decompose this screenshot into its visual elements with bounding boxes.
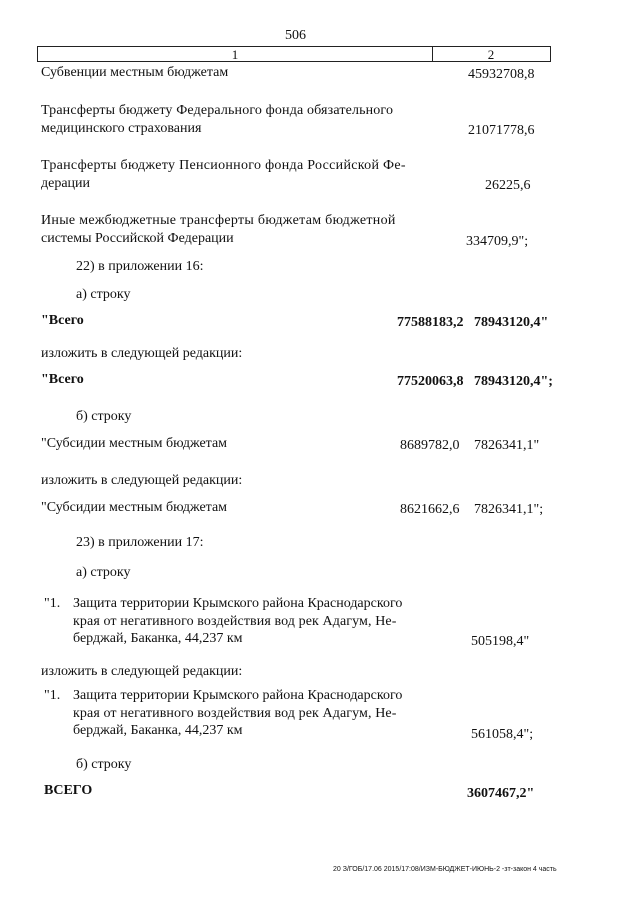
subs-new-v2: 7826341,1"; xyxy=(474,502,544,517)
total-new-label: "Всего xyxy=(41,372,84,387)
subs-old-label: "Субсидии местным бюджетам xyxy=(41,436,228,451)
row-value: 21071778,6 xyxy=(468,123,535,138)
proj-new-line: Защита территории Крымского района Краснодарского xyxy=(73,688,403,703)
subs-old-v2: 7826341,1" xyxy=(474,438,540,453)
row-label: дерации xyxy=(41,176,91,191)
proj-new-value: 561058,4"; xyxy=(471,727,534,742)
row-label: Субвенции местным бюджетам xyxy=(41,65,229,80)
restate-3: изложить в следующей редакции: xyxy=(41,664,243,679)
row-value: 45932708,8 xyxy=(468,67,535,82)
sub-b: б) строку xyxy=(76,757,132,772)
grand-total-label: ВСЕГО xyxy=(44,783,93,798)
subs-new-v1: 8621662,6 xyxy=(400,502,460,517)
page-number: 506 xyxy=(285,28,306,43)
table-header xyxy=(37,46,551,62)
total-new-v1: 77520063,8 xyxy=(397,374,464,389)
sub-a: а) строку xyxy=(76,565,131,580)
proj-old-line: Защита территории Крымского района Краснодарского xyxy=(73,596,403,611)
grand-total-value: 3607467,2" xyxy=(467,786,535,801)
total-old-v2: 78943120,4" xyxy=(474,315,549,330)
proj-new-num: "1. xyxy=(44,688,61,703)
row-label: Трансферты бюджету Пенсионного фонда Российской Фе- xyxy=(41,158,406,173)
proj-old-num: "1. xyxy=(44,596,61,611)
total-old-label: "Всего xyxy=(41,313,84,328)
item-23: 23) в приложении 17: xyxy=(76,535,204,550)
row-label: медицинского страхования xyxy=(41,121,202,136)
restate-1: изложить в следующей редакции: xyxy=(41,346,243,361)
total-new-v2: 78943120,4"; xyxy=(474,374,553,389)
table-header-col1: 1 xyxy=(38,47,433,61)
row-label: системы Российской Федерации xyxy=(41,231,234,246)
total-old-v1: 77588183,2 xyxy=(397,315,464,330)
row-label: Трансферты бюджету Федерального фонда обязательного xyxy=(41,103,394,118)
proj-new-line: края от негативного воздействия вод рек Адагум, Не- xyxy=(73,706,397,721)
proj-old-value: 505198,4" xyxy=(471,634,530,649)
row-label: Иные межбюджетные трансферты бюджетам бюджетной xyxy=(41,213,396,228)
item-22: 22) в приложении 16: xyxy=(76,259,204,274)
row-value: 26225,6 xyxy=(485,178,531,193)
table-header-col2: 2 xyxy=(487,47,495,62)
row-value: 334709,9"; xyxy=(466,234,529,249)
proj-new-line: берджай, Баканка, 44,237 км xyxy=(73,723,243,738)
sub-b: б) строку xyxy=(76,409,132,424)
proj-old-line: края от негативного воздействия вод рек Адагум, Не- xyxy=(73,614,397,629)
restate-2: изложить в следующей редакции: xyxy=(41,473,243,488)
subs-old-v1: 8689782,0 xyxy=(400,438,460,453)
subs-new-label: "Субсидии местным бюджетам xyxy=(41,500,228,515)
sub-a: а) строку xyxy=(76,287,131,302)
footer-code: 20 З/ГОБ/17.06 2015/17:08/ИЗМ-БЮДЖЕТ-ИЮНЬ-2 -зт-закон 4 часть xyxy=(333,866,557,873)
proj-old-line: берджай, Баканка, 44,237 км xyxy=(73,631,243,646)
